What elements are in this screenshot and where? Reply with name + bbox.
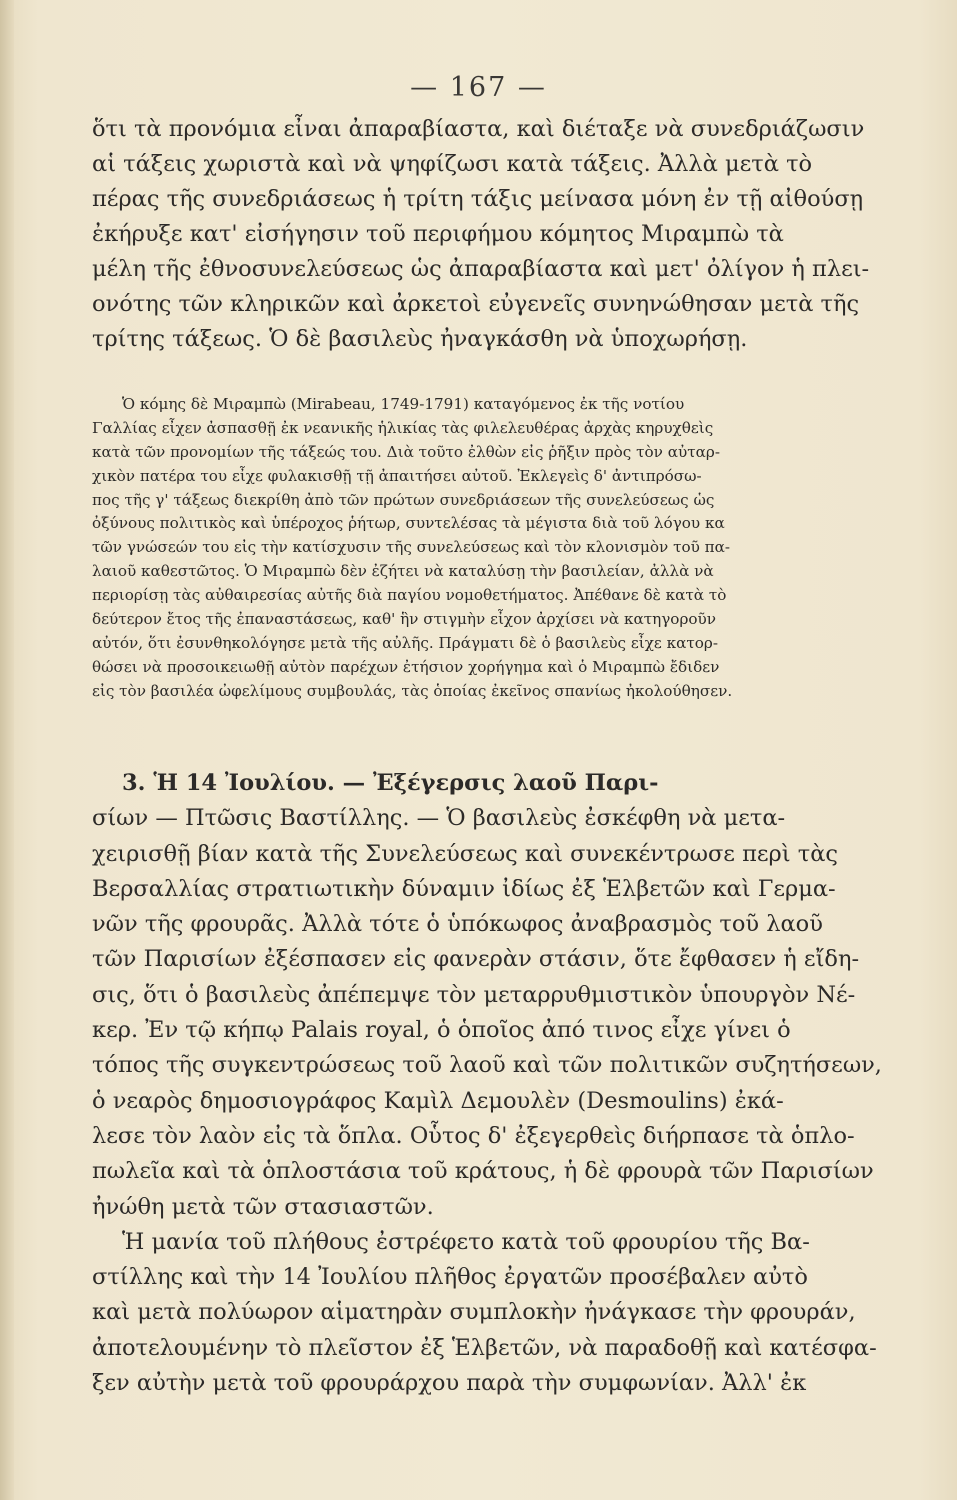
text-line: ὅτι τὰ προνόμια εἶναι ἀπαραβίαστα, καὶ διέταξε νὰ συνεδριάζωσιν — [92, 116, 865, 142]
text-line: μέλη τῆς ἐθνοσυνελεύσεως ὡς ἀπαραβίαστα καὶ μετ' ὀλίγον ἡ πλει- — [92, 256, 870, 282]
note-line: ὀξύνους πολιτικὸς καὶ ὑπέροχος ῥήτωρ, συντελέσας τὰ μέγιστα διὰ τοῦ λόγου κα — [92, 514, 725, 533]
text-line: χειρισθῇ βίαν κατὰ τῆς Συνελεύσεως καὶ συνεκέντρωσε περὶ τὰς — [92, 840, 838, 867]
text-line: σίων — Πτῶσις Βαστίλλης. — Ὁ βασιλεὺς ἐσκέφθη νὰ μετα- — [92, 805, 786, 832]
note-line: λαιοῦ καθεστῶτος. Ὁ Μιραμπὼ δὲν ἐζήτει νὰ καταλύσῃ τὴν βασιλείαν, ἀλλὰ νὰ — [92, 562, 714, 581]
section-3 — [92, 766, 882, 1401]
note-line: κατὰ τῶν προνομίων τῆς τάξεώς του. Διὰ τοῦτο ἐλθὼν εἰς ῥῆξιν πρὸς τὸν αὐταρ- — [92, 442, 720, 461]
note-line: εἰς τὸν βασιλέα ὠφελίμους συμβουλάς, τὰς ὁποίας ἐκεῖνος σπανίως ἠκολούθησεν. — [92, 681, 733, 700]
text-line: Βερσαλλίας στρατιωτικὴν δύναμιν ἰδίως ἐξ Ἑλβετῶν καὶ Γερμα- — [92, 875, 836, 902]
note-line: πος τῆς γ' τάξεως διεκρίθη ἀπὸ τῶν πρώτων συνεδριάσεων τῆς συνελεύσεως ὡς — [92, 490, 715, 509]
note-line: τῶν γνώσεών του εἰς τὴν κατίσχυσιν τῆς συνελεύσεως καὶ τὸν κλονισμὸν τοῦ πα- — [92, 538, 731, 557]
text-line: ὁ νεαρὸς δημοσιογράφος Καμὶλ Δεμουλὲν (Desmoulins) ἐκά- — [92, 1087, 784, 1114]
text-line: Ἡ μανία τοῦ πλήθους ἐστρέφετο κατὰ τοῦ φρουρίου τῆς Βα- — [122, 1228, 810, 1255]
note-line: χικὸν πατέρα του εἶχε φυλακισθῇ τῇ ἀπαιτήσει αὐτοῦ. Ἐκλεγεὶς δ' ἀντιπρόσω- — [92, 466, 702, 485]
text-line: ἠνώθη μετὰ τῶν στασιαστῶν. — [92, 1193, 434, 1220]
text-line: πέρας τῆς συνεδριάσεως ἡ τρίτη τάξις μείνασα μόνη ἐν τῇ αἰθούσῃ — [92, 186, 864, 212]
note-line: Γαλλίας εἶχεν ἀσπασθῇ ἐκ νεανικῆς ἡλικίας τὰς φιλελευθέρας ἀρχὰς κηρυχθεὶς — [92, 418, 714, 437]
text-line: τῶν Παρισίων ἐξέσπασεν εἰς φανερὰν στάσιν, ὅτε ἔφθασεν ἡ εἴδη- — [92, 946, 860, 973]
text-line: ἐκήρυξε κατ' εἰσήγησιν τοῦ περιφήμου κόμητος Μιραμπὼ τὰ — [92, 221, 784, 247]
text-line: τρίτης τάξεως. Ὁ δὲ βασιλεὺς ἠναγκάσθη νὰ ὑποχωρήσῃ. — [92, 326, 748, 352]
text-line: αἱ τάξεις χωριστὰ καὶ νὰ ψηφίζωσι κατὰ τάξεις. Ἀλλὰ μετὰ τὸ — [92, 151, 813, 177]
text-line: κερ. Ἐν τῷ κήπῳ Palais royal, ὁ ὁποῖος ἀπό τινος εἶχε γίνει ὁ — [92, 1017, 791, 1044]
note-line: Ὁ κόμης δὲ Μιραμπὼ (Mirabeau, 1749-1791) καταγόμενος ἐκ τῆς νοτίου — [122, 395, 685, 413]
text-line: ἀποτελουμένην τὸ πλεῖστον ἐξ Ἑλβετῶν, νὰ παραδοθῇ καὶ κατέσφα- — [92, 1334, 877, 1361]
text-line: πωλεῖα καὶ τὰ ὁπλοστάσια τοῦ κράτους, ἡ δὲ φρουρὰ τῶν Παρισίων — [92, 1158, 874, 1185]
note-line: αὐτόν, ὅτι ἐσυνθηκολόγησε μετὰ τῆς αὐλῆς. Πράγματι δὲ ὁ βασιλεὺς εἶχε κατορ- — [92, 633, 718, 652]
section-heading: 3. Ἡ 14 Ἰουλίου. — Ἐξέγερσις λαοῦ Παρι- — [122, 770, 659, 796]
text-line: καὶ μετὰ πολύωρον αἱματηρὰν συμπλοκὴν ἠνάγκασε τὴν φρουράν, — [92, 1299, 856, 1326]
page-binding-edge — [0, 0, 14, 1500]
mirabeau-note — [92, 393, 882, 704]
text-line: ξεν αὐτὴν μετὰ τοῦ φρουράρχου παρὰ τὴν συμφωνίαν. Ἀλλ' ἐκ — [92, 1370, 807, 1397]
intro-paragraph — [92, 112, 882, 357]
note-line: θώσει νὰ προσοικειωθῇ αὐτὸν παρέχων ἐτήσιον χορήγημα καὶ ὁ Μιραμπὼ ἔδιδεν — [92, 657, 720, 676]
note-line: περιορίσῃ τὰς αὐθαιρεσίας αὐτῆς διὰ παγίου νομοθετήματος. Ἀπέθανε δὲ κατὰ τὸ — [92, 586, 727, 605]
text-line: στίλλης καὶ τὴν 14 Ἰουλίου πλῆθος ἐργατῶν προσέβαλεν αὐτὸ — [92, 1264, 808, 1291]
note-line: δεύτερον ἔτος τῆς ἐπαναστάσεως, καθ' ἣν στιγμὴν εἶχον ἀρχίσει νὰ κατηγοροῦν — [92, 610, 716, 629]
text-line: ονότης τῶν κληρικῶν καὶ ἀρκετοὶ εὐγενεῖς συνηνώθησαν μετὰ τῆς — [92, 291, 860, 317]
text-line: σις, ὅτι ὁ βασιλεὺς ἀπέπεμψε τὸν μεταρρυθμιστικὸν ὑπουργὸν Νέ- — [92, 981, 856, 1008]
page-number: — 167 — — [410, 72, 547, 103]
text-line: λεσε τὸν λαὸν εἰς τὰ ὅπλα. Οὗτος δ' ἐξεγερθεὶς διήρπασε τὰ ὁπλο- — [92, 1122, 855, 1149]
text-line: νῶν τῆς φρουρᾶς. Ἀλλὰ τότε ὁ ὑπόκωφος ἀναβρασμὸς τοῦ λαοῦ — [92, 911, 823, 938]
text-line: τόπος τῆς συγκεντρώσεως τοῦ λαοῦ καὶ τῶν πολιτικῶν συζητήσεων, — [92, 1052, 882, 1079]
